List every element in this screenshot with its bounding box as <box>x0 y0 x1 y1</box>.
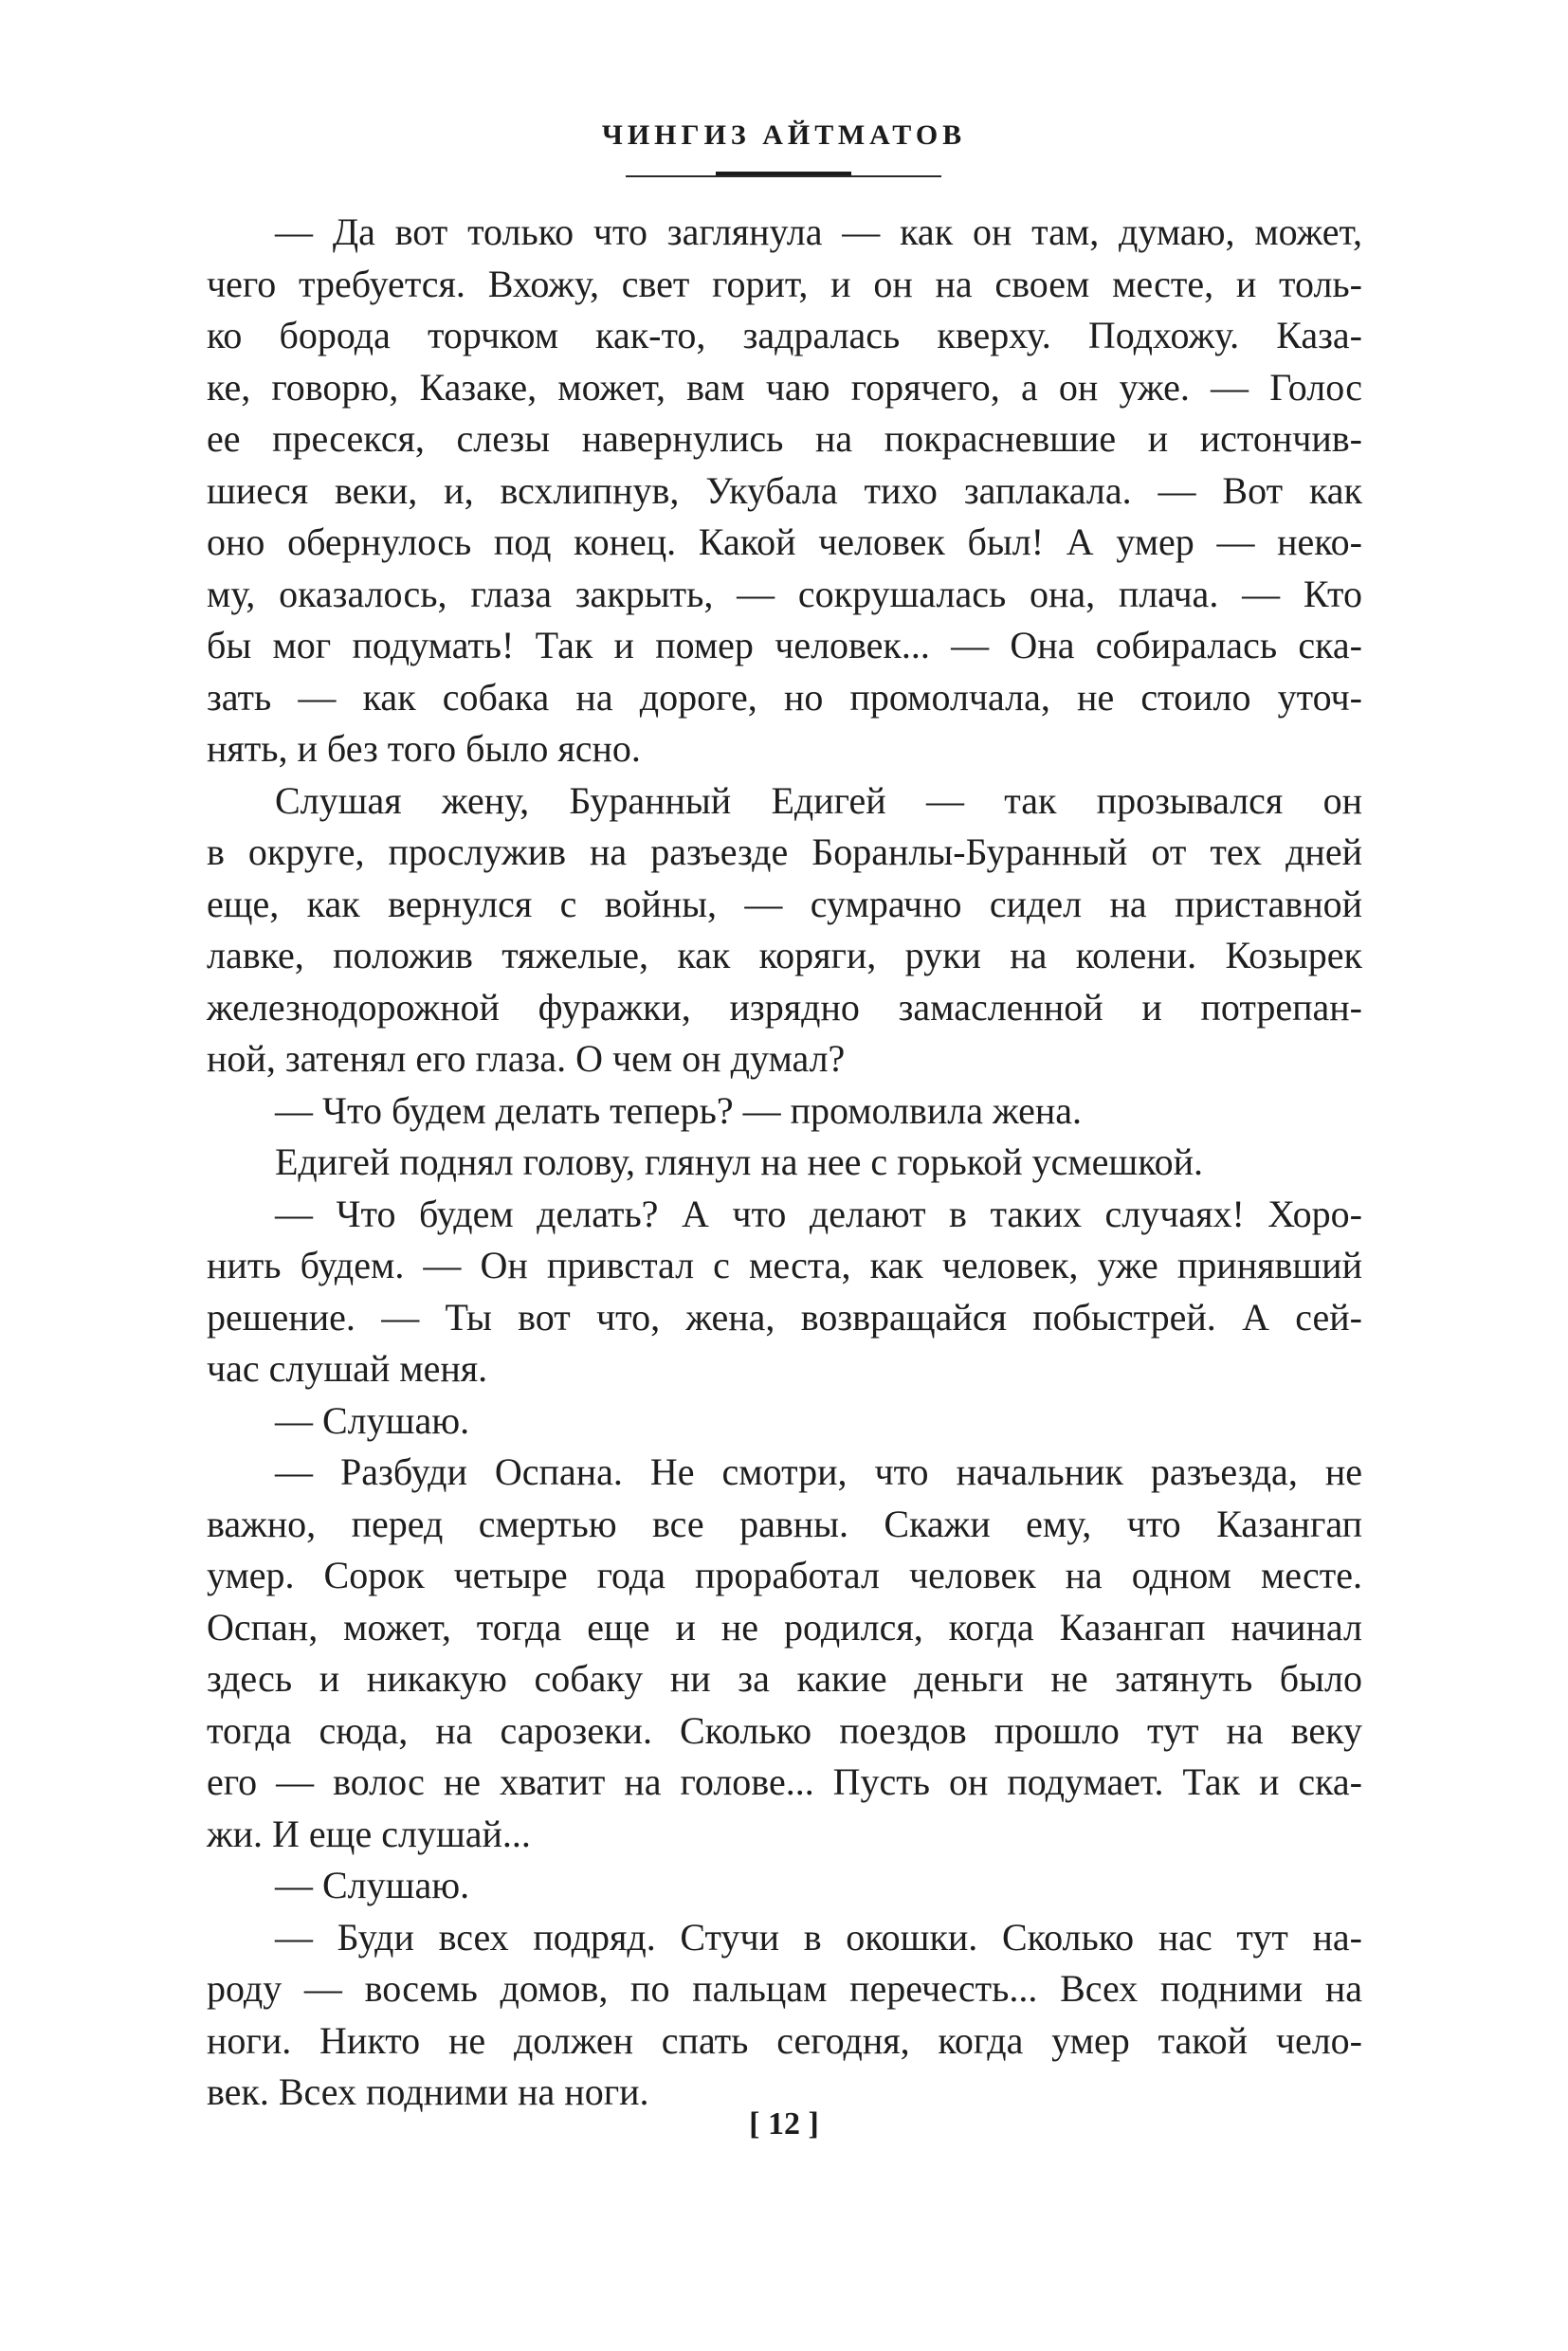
text-line: роду — восемь домов, по пальцам перечесть... Всех подними на <box>207 1967 1362 2010</box>
header-rule <box>626 175 941 177</box>
text-line: ной, затенял его глаза. О чем он думал? <box>207 1037 846 1080</box>
text-line: Оспан, может, тогда еще и не родился, когда Казангап начинал <box>207 1605 1362 1649</box>
text-line: железнодорожной фуражки, изрядно замасленной и потрепан- <box>207 985 1362 1029</box>
text-line: умер. Сорок четыре года проработал человек на одном месте. <box>207 1554 1362 1596</box>
text-line: — Слушаю. <box>275 1864 470 1906</box>
page-number: [ 12 ] <box>749 2106 819 2141</box>
header-rule-accent <box>716 172 851 175</box>
text-line: жи. И еще слушай... <box>207 1812 531 1855</box>
text-line: Едигей поднял голову, глянул на нее с горькой усмешкой. <box>275 1140 1204 1183</box>
text-line: решение. — Ты вот что, жена, возвращайся побыстрей. А сей- <box>207 1295 1362 1339</box>
text-line: зать — как собака на дороге, но промолчала, не стоило уточ- <box>207 675 1362 719</box>
text-line: его — волос не хватит на голове... Пусть он подумает. Так и ска- <box>207 1760 1362 1803</box>
text-line: — Что будем делать? А что делают в таких случаях! Хоро- <box>275 1192 1362 1235</box>
body-text <box>207 207 1362 2119</box>
text-line: в округе, прослужив на разъезде Боранлы-Буранный от тех дней <box>207 830 1362 873</box>
text-line: му, оказалось, глаза закрыть, — сокрушалась она, плача. — Кто <box>207 572 1362 615</box>
text-line: ноги. Никто не должен спать сегодня, когда умер такой чело- <box>207 2018 1362 2062</box>
text-line: — Слушаю. <box>275 1398 470 1442</box>
text-line: — Буди всех подряд. Стучи в окошки. Сколько нас тут на- <box>275 1915 1362 1959</box>
text-line: час слушай меня. <box>207 1347 488 1390</box>
text-line: чего требуется. Вхожу, свет горит, и он на своем месте, и толь- <box>207 262 1362 305</box>
text-line: — Разбуди Оспана. Не смотри, что начальник разъезда, не <box>275 1450 1362 1493</box>
text-line: ко борода торчком как-то, задралась кверху. Подхожу. Каза- <box>207 314 1362 356</box>
text-line: здесь и никакую собаку ни за какие деньги не затянуть было <box>207 1657 1362 1700</box>
text-line: нить будем. — Он привстал с места, как человек, уже принявший <box>207 1244 1362 1286</box>
text-line: тогда сюда, на сарозеки. Сколько поездов прошло тут на веку <box>207 1708 1362 1752</box>
text-line: — Что будем делать теперь? — промолвила жена. <box>275 1088 1082 1132</box>
text-line: еще, как вернулся с войны, — сумрачно сидел на приставной <box>207 882 1362 925</box>
text-line: лавке, положив тяжелые, как коряги, руки на колени. Козырек <box>207 934 1362 976</box>
text-line: век. Всех подними на ноги. <box>207 2070 649 2113</box>
running-head-author: ЧИНГИЗ АЙТМАТОВ <box>601 119 967 151</box>
text-line: шиеся веки, и, всхлипнув, Укубала тихо заплакала. — Вот как <box>207 468 1362 512</box>
text-line: оно обернулось под конец. Какой человек был! А умер — неко- <box>207 520 1362 563</box>
text-line: нять, и без того было ясно. <box>207 727 641 770</box>
text-line: ее пресекся, слезы навернулись на покрасневшие и истончив- <box>207 417 1362 460</box>
text-line: бы мог подумать! Так и помер человек... — Она собиралась ска- <box>207 624 1362 666</box>
text-line: Слушая жену, Буранный Едигей — так прозывался он <box>275 778 1362 822</box>
text-line: важно, перед смертью все равны. Скажи ему, что Казангап <box>207 1502 1362 1545</box>
text-line: ке, говорю, Казаке, может, вам чаю горячего, а он уже. — Голос <box>207 365 1362 409</box>
text-line: — Да вот только что заглянула — как он там, думаю, может, <box>275 210 1362 253</box>
